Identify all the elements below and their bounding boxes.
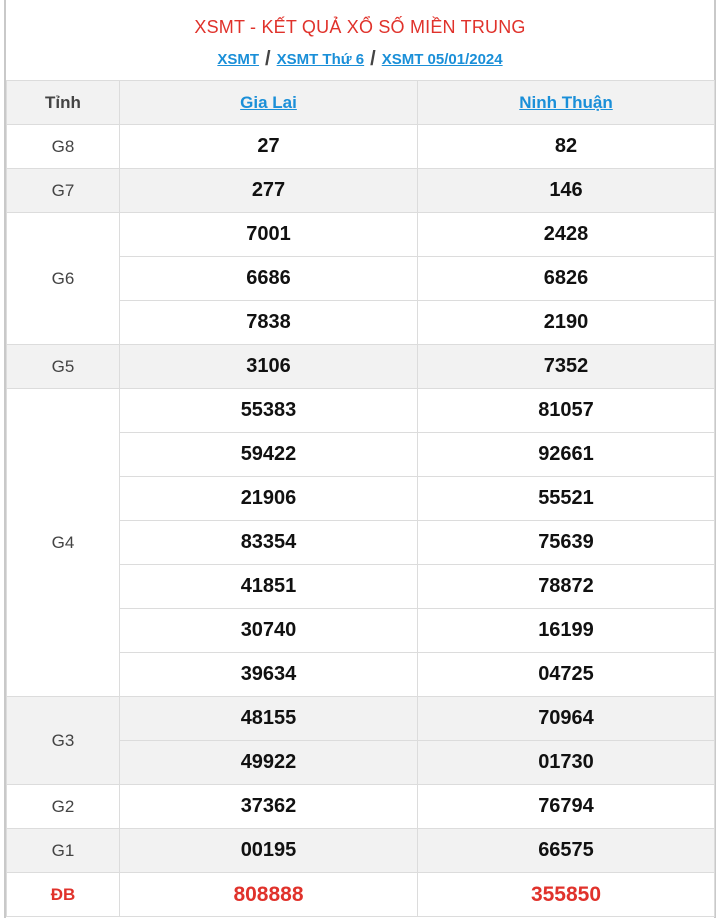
breadcrumb <box>6 48 714 70</box>
result-ninh-thuan: 75639 <box>418 521 715 565</box>
column-header-ninh-thuan <box>418 81 715 125</box>
table-row <box>7 169 715 213</box>
result-ninh-thuan: 2190 <box>418 301 715 345</box>
results-panel <box>4 0 716 918</box>
result-ninh-thuan: 82 <box>418 125 715 169</box>
page-title: XSMT - KẾT QUẢ XỔ SỐ MIỀN TRUNG <box>194 17 526 37</box>
breadcrumb-separator: / <box>265 48 271 70</box>
prize-label: G3 <box>7 697 120 785</box>
table-row <box>7 213 715 257</box>
result-gia-lai: 83354 <box>120 521 418 565</box>
result-ninh-thuan: 76794 <box>418 785 715 829</box>
result-ninh-thuan: 04725 <box>418 653 715 697</box>
result-ninh-thuan: 2428 <box>418 213 715 257</box>
result-ninh-thuan: 70964 <box>418 697 715 741</box>
result-ninh-thuan: 146 <box>418 169 715 213</box>
province-link-gia-lai[interactable]: Gia Lai <box>240 92 297 112</box>
table-row <box>7 829 715 873</box>
result-gia-lai: 7001 <box>120 213 418 257</box>
special-prize-ninh-thuan: 355850 <box>418 873 715 917</box>
result-gia-lai: 49922 <box>120 741 418 785</box>
breadcrumb-link-xsmt-date[interactable]: XSMT 05/01/2024 <box>381 51 503 68</box>
results-body <box>7 125 715 917</box>
result-ninh-thuan: 7352 <box>418 345 715 389</box>
table-row <box>7 873 715 917</box>
result-ninh-thuan: 78872 <box>418 565 715 609</box>
column-header-province: Tỉnh <box>7 81 120 125</box>
province-link-ninh-thuan[interactable]: Ninh Thuận <box>519 92 613 112</box>
prize-label: G4 <box>7 389 120 697</box>
table-header-row <box>7 81 715 125</box>
table-row <box>7 125 715 169</box>
breadcrumb-link-xsmt[interactable]: XSMT <box>217 51 260 68</box>
table-row <box>7 785 715 829</box>
result-ninh-thuan: 92661 <box>418 433 715 477</box>
prize-label: G1 <box>7 829 120 873</box>
result-ninh-thuan: 01730 <box>418 741 715 785</box>
column-header-gia-lai <box>120 81 418 125</box>
special-prize-gia-lai: 808888 <box>120 873 418 917</box>
result-ninh-thuan: 81057 <box>418 389 715 433</box>
prize-label: ĐB <box>7 873 120 917</box>
result-gia-lai: 21906 <box>120 477 418 521</box>
table-row <box>7 389 715 433</box>
prize-label: G2 <box>7 785 120 829</box>
result-gia-lai: 59422 <box>120 433 418 477</box>
prize-label: G7 <box>7 169 120 213</box>
prize-label: G8 <box>7 125 120 169</box>
result-gia-lai: 7838 <box>120 301 418 345</box>
prize-label: G6 <box>7 213 120 345</box>
breadcrumb-separator: / <box>370 48 376 70</box>
prize-label: G5 <box>7 345 120 389</box>
breadcrumb-link-xsmt-friday[interactable]: XSMT Thứ 6 <box>276 51 365 68</box>
results-header <box>6 0 714 80</box>
result-ninh-thuan: 66575 <box>418 829 715 873</box>
result-gia-lai: 277 <box>120 169 418 213</box>
result-gia-lai: 37362 <box>120 785 418 829</box>
result-gia-lai: 55383 <box>120 389 418 433</box>
result-ninh-thuan: 6826 <box>418 257 715 301</box>
result-gia-lai: 00195 <box>120 829 418 873</box>
result-gia-lai: 30740 <box>120 609 418 653</box>
result-ninh-thuan: 55521 <box>418 477 715 521</box>
result-gia-lai: 48155 <box>120 697 418 741</box>
results-table <box>6 80 715 917</box>
table-row <box>7 697 715 741</box>
result-gia-lai: 27 <box>120 125 418 169</box>
result-gia-lai: 6686 <box>120 257 418 301</box>
result-gia-lai: 3106 <box>120 345 418 389</box>
table-row <box>7 345 715 389</box>
result-gia-lai: 39634 <box>120 653 418 697</box>
result-ninh-thuan: 16199 <box>418 609 715 653</box>
result-gia-lai: 41851 <box>120 565 418 609</box>
